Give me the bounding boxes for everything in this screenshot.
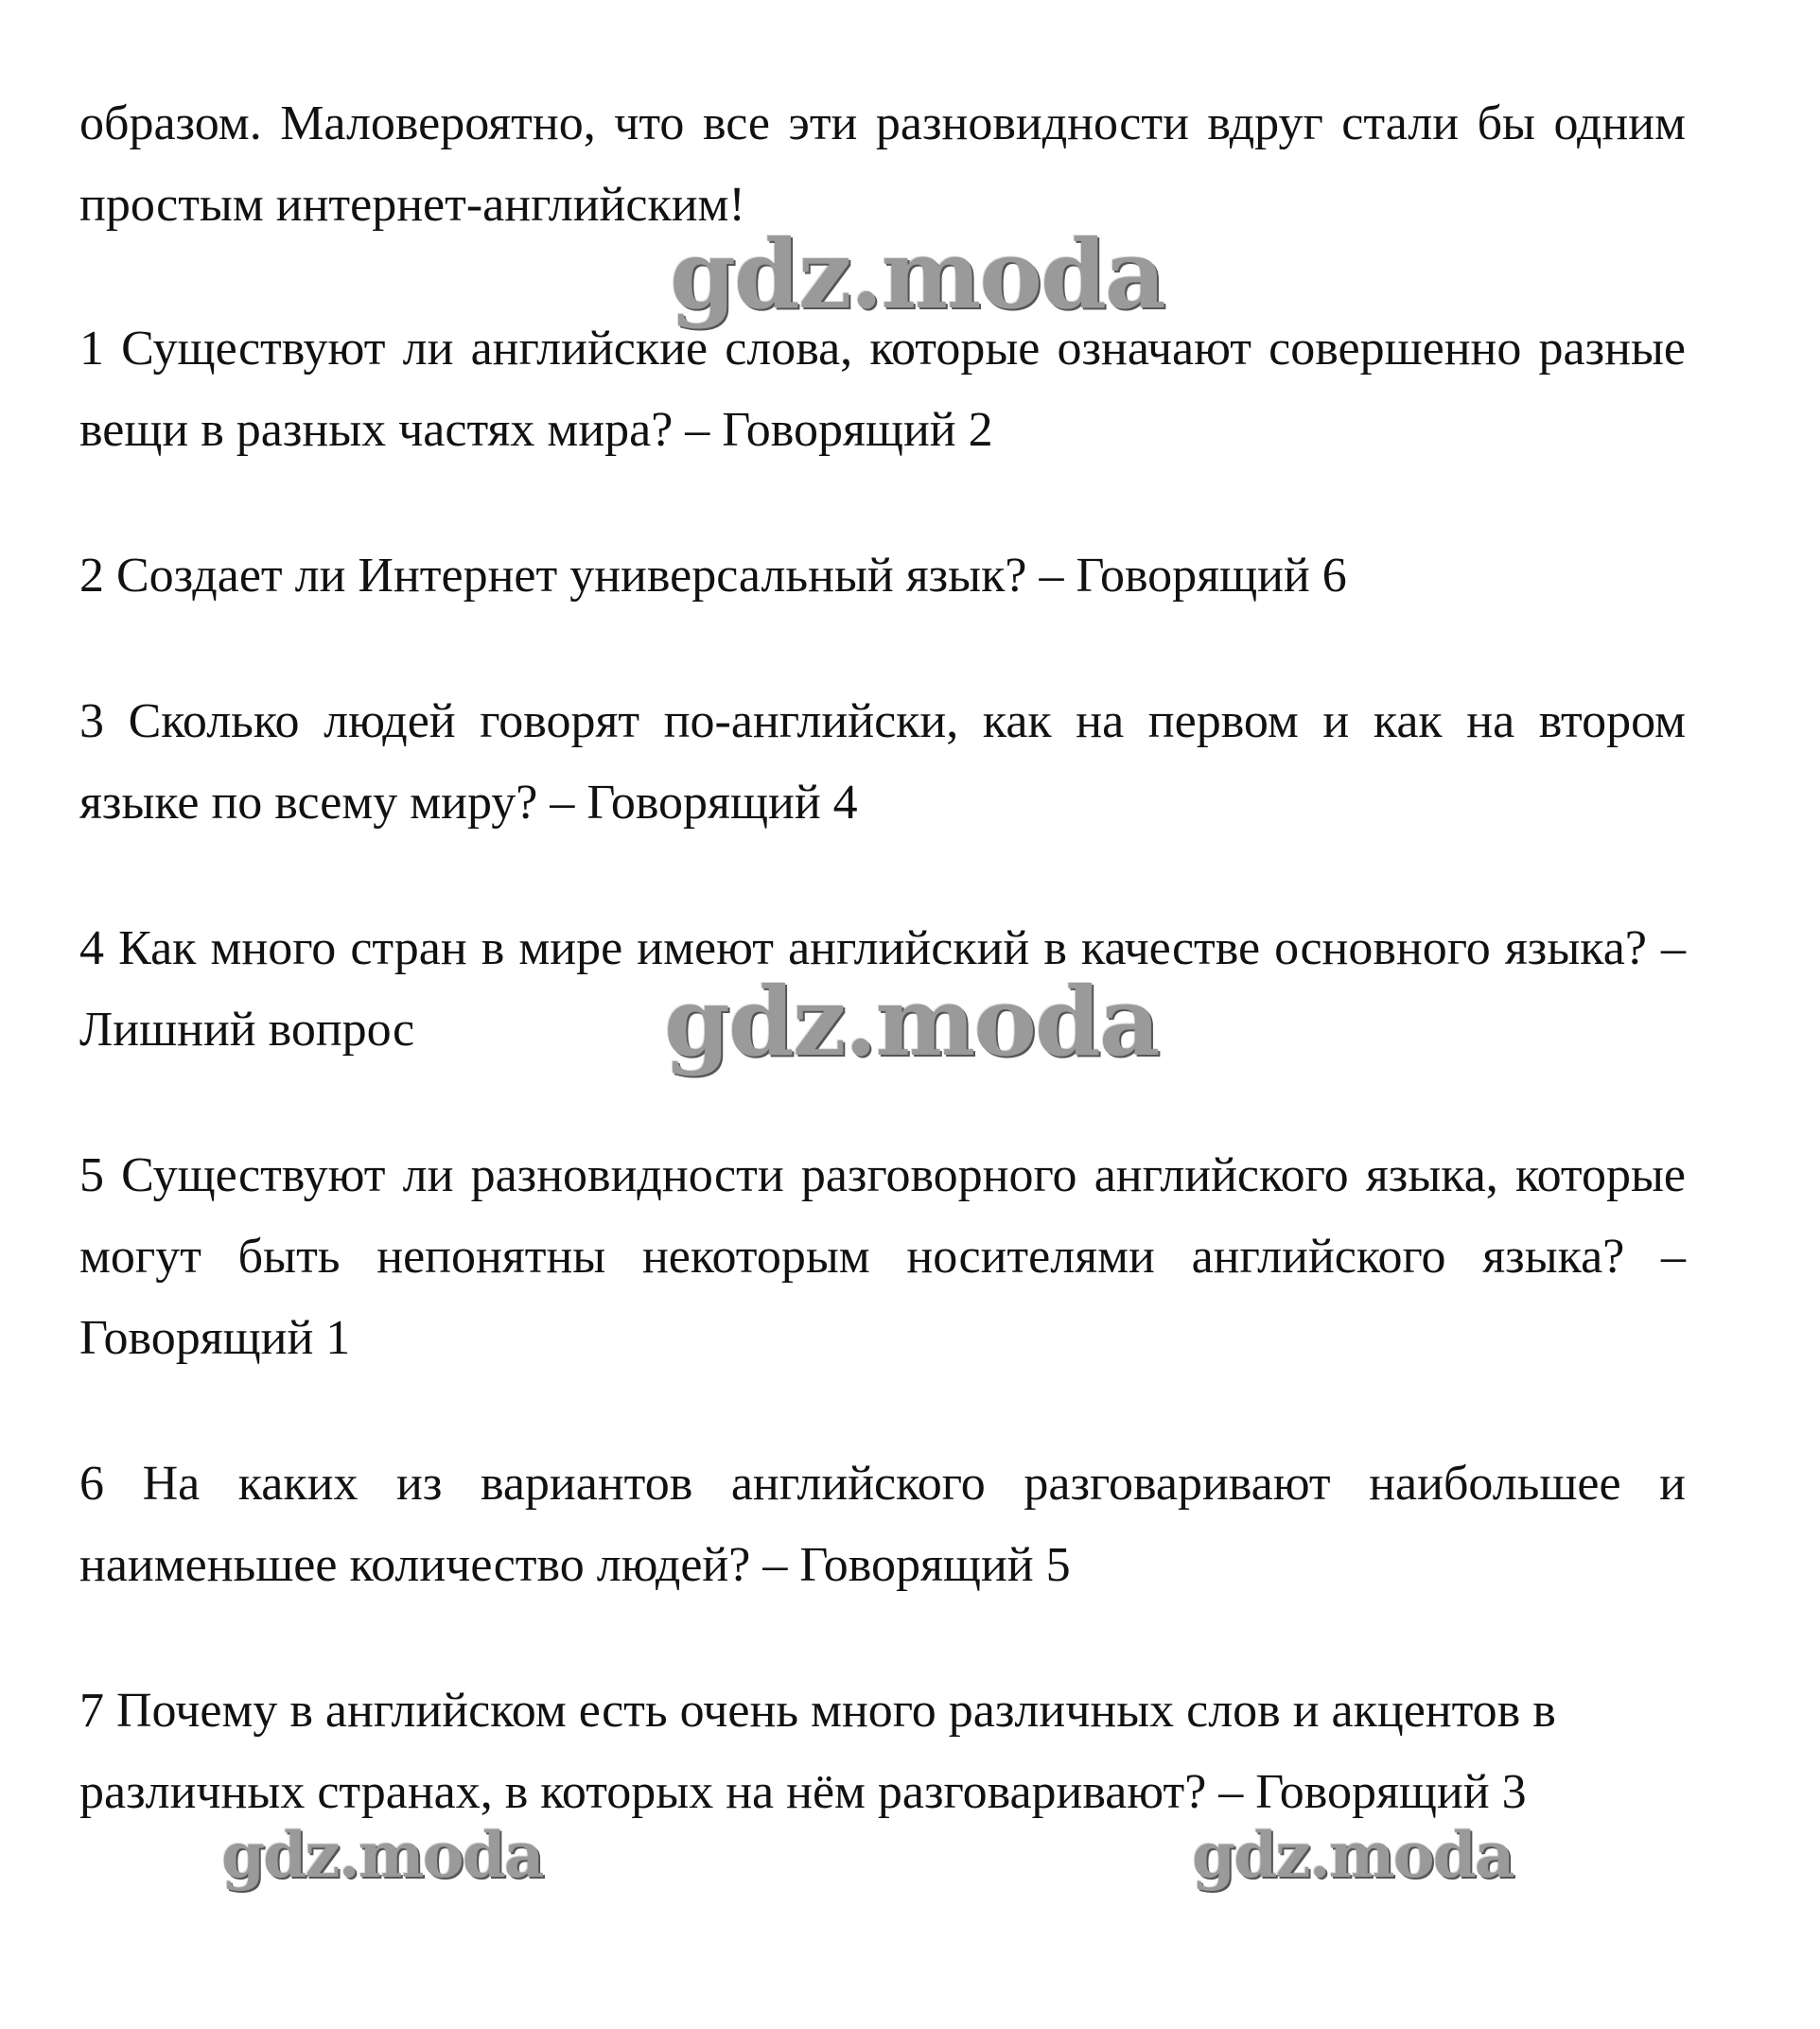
answer-item-2: 2 Создает ли Интернет универсальный язык? – Говорящий 6: [79, 549, 1347, 603]
answer-item-3: 3 Сколько людей говорят по-английски, как на первом и как на втором языке по всему миру? – Говорящий 4: [79, 694, 1686, 830]
intro-paragraph: образом. Маловероятно, что все эти разновидности вдруг стали бы одним простым интернет-английским!: [79, 96, 1686, 232]
watermark: gdz.moda: [664, 966, 1159, 1077]
watermark: gdz.moda: [1192, 1818, 1514, 1892]
watermark: gdz.moda: [670, 219, 1164, 330]
answer-item-5: 5 Существуют ли разновидности разговорного английского языка, которые могут быть непонятны некоторым носителями английского языка? – Говорящий 1: [79, 1148, 1686, 1365]
answer-item-7: 7 Почему в английском есть очень много различных слов и акцентов в различных странах, в которых на нём разговаривают? – Говорящий 3: [79, 1684, 1556, 1819]
watermark: gdz.moda: [221, 1818, 543, 1892]
document-body: [79, 83, 1686, 1898]
answer-item-6: 6 На каких из вариантов английского разговаривают наибольшее и наименьшее количество людей? – Говорящий 5: [79, 1457, 1686, 1592]
answer-item-1: 1 Существуют ли английские слова, которые означают совершенно разные вещи в разных частях мира? – Говорящий 2: [79, 322, 1686, 457]
answer-item-4: 4 Как много стран в мире имеют английский в качестве основного языка? – Лишний вопрос: [79, 921, 1686, 1057]
